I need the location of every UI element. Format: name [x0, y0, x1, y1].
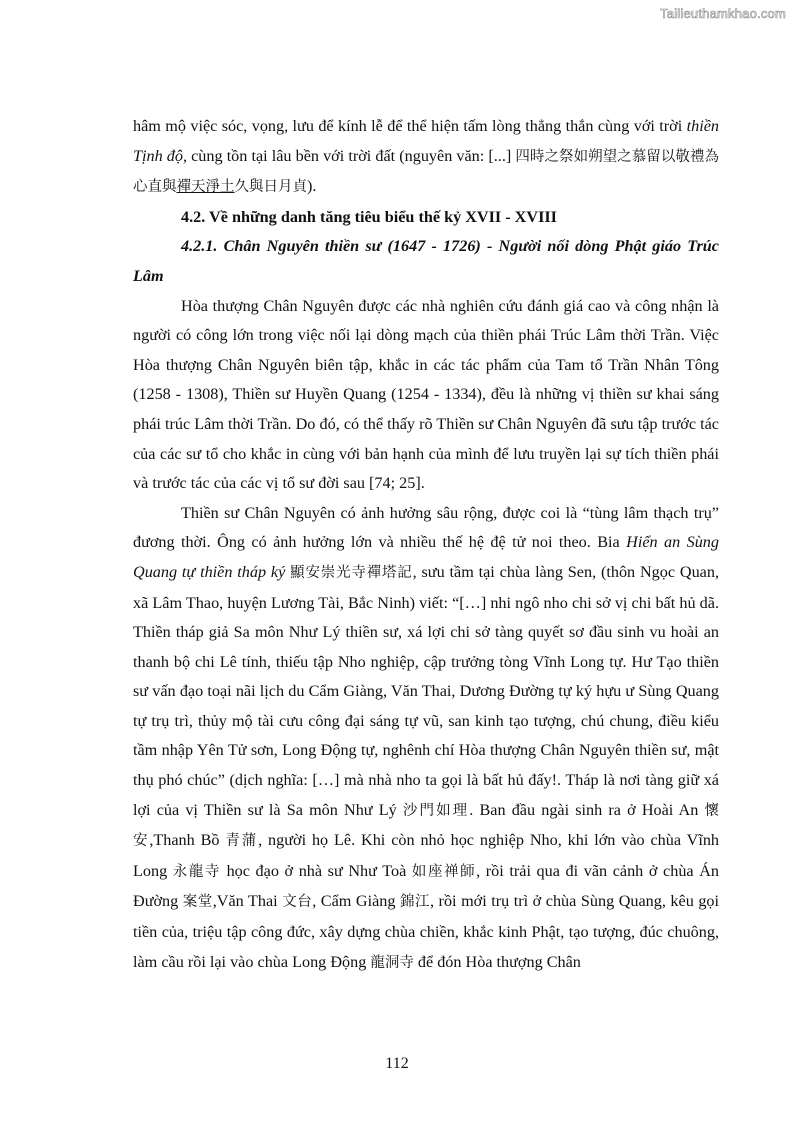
paragraph-1: Hòa thượng Chân Nguyên được các nhà nghiên cứu đánh giá cao và công nhận là người có công lớn trong việc nối lại dòng mạch của thiền phái Trúc Lâm thời Trần. Việc Hòa thượng Chân Nguyên biên tập, khắc in các tác phẩm của Tam tổ Trần Nhân Tông (1258 - 1308), Thiền sư Huyền Quang (1254 - 1334), đều là những vị thiền sư khai sáng phái trúc Lâm thời Trần. Do đó, có thể thấy rõ Thiền sư Chân Nguyên đã sưu tập trước tác của các sư tổ cho khắc in cùng với bản hạnh của mình để lưu truyền lại sự tích thiền phái và trước tác của các vị tổ sư đời sau [74; 25].	[133, 296, 719, 493]
p2-text-1: Thiền sư Chân Nguyên có ảnh hưởng sâu rộng, được coi là “tùng lâm thạch trụ” đương thời. Ông có ảnh hưởng lớn và nhiều thế hệ đệ tử noi theo. Bia	[133, 503, 719, 552]
intro-text-a: hâm mộ việc sóc, vọng, lưu để kính lễ để thể hiện tấm lòng thẳng thắn cùng với trời	[133, 117, 687, 135]
p2-text-8: ,Văn Thai	[212, 892, 283, 911]
p2-text-11: để đón Hòa thượng Chân	[413, 952, 581, 971]
intro-paragraph	[133, 112, 719, 203]
intro-text-c: cùng tồn tại lâu bền với trời đất (nguyên văn: [...]	[187, 146, 516, 165]
intro-han-1: 四時之祭如朔望之慕留以敬禮為心直與	[133, 148, 720, 196]
p2-text-5: , người họ Lê. Khi còn nhỏ học nghiệp Nho, khi lớn vào chùa Vĩnh Long	[133, 831, 720, 880]
p2-han-hoaian: 懷安	[133, 802, 719, 850]
p2-han-longdong: 龍洞寺	[370, 954, 414, 971]
p2-text-10: , rồi mới trụ trì ở chùa Sùng Quang, kêu gọi tiền của, triệu tập công đức, xây dựng chùa chiền, khắc kinh Phật, tạo tượng, đúc chuông, làm cầu rồi lại vào chùa Long Động	[133, 892, 720, 971]
intro-italic: thiền Tịnh độ,	[133, 117, 719, 165]
p2-text-7: , rồi trải qua đi vãn cảnh ở chùa Án Đường	[133, 861, 720, 911]
intro-han-underlined: 禪天淨土	[176, 179, 235, 196]
p2-text-9: , Cẩm Giàng	[312, 892, 400, 911]
p2-han-camgiang: 錦江	[399, 894, 430, 911]
intro-text-d: ).	[307, 177, 317, 196]
subsection-heading: 4.2.1. Chân Nguyên thiền sư (1647 - 1726) - Người nối dòng Phật giáo Trúc Lâm	[133, 237, 719, 285]
p2-han-nhuly: 沙門如理	[402, 802, 470, 819]
p2-text-6: học đạo ở nhà sư Như Toà	[220, 861, 412, 880]
p2-inscription-title: Hiển an Sùng Quang tự thiền tháp ký	[133, 533, 719, 581]
p2-han-vinhlong: 永龍寺	[172, 863, 221, 880]
document-body	[133, 112, 719, 978]
p2-han-nhutoa: 如座禅師	[411, 863, 477, 880]
p2-text-4: ,Thanh Bồ	[149, 831, 226, 850]
watermark: Tailieuthamkhao.com	[660, 6, 786, 21]
intro-han-2: 久與日月貞	[234, 179, 307, 196]
p2-han-title: 顯安崇光寺禪塔記	[290, 564, 413, 581]
p2-han-thanhbo: 青蒲	[225, 833, 259, 850]
section-heading: 4.2. Về những danh tăng tiêu biểu thế kỷ XVII - XVIII	[181, 207, 557, 226]
p2-text-2: , sưu tầm tại chùa làng Sen, (thôn Ngọc Quan, xã Lâm Thao, huyện Lương Tài, Bắc Ninh) viết: “[…] nhi ngô nho chi sở vị chi bất hủ dã. Thiền tháp giả Sa môn Như Lý thiền sư, xá lợi chi sở tàng quyết sơ đầu sinh vu hoài an thanh bộ chi Lê tính, thiếu tập Nho nghiệp, cập trưởng tòng Vĩnh Long tự. Hư Tạo thiền sư vấn đạo toại nãi lịch du Cẩm Giàng, Văn Thai, Dương Đường tự ký hựu ư Sùng Quang tự trụ trì, thủy mộ tài cưu công đại sáng tự vũ, san kinh tạo tượng, chú chung, điều kiểu tầm nhập Yên Tử sơn, Long Động tự, nghênh chí Hòa thượng Chân Nguyên thiền sư, mật thụ phó chúc” (dịch nghĩa: […] mà nhà nho ta gọi là bất hủ đấy!. Tháp là nơi tàng giữ xá lợi của vị Thiền sư là Sa môn Như Lý	[133, 562, 720, 819]
page-number: 112	[385, 1055, 409, 1072]
paragraph-2	[133, 499, 719, 979]
p2-han-vanthai: 文台	[282, 894, 313, 911]
p2-han-anduong: 案堂	[182, 894, 213, 911]
p2-text-3: . Ban đầu ngài sinh ra ở Hoài An	[469, 800, 705, 819]
